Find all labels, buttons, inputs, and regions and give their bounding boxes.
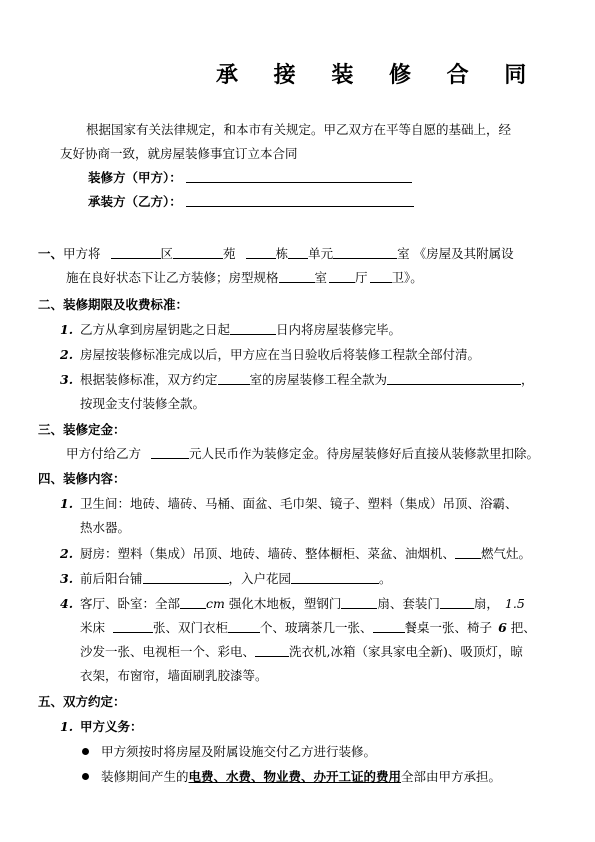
s1-text: 甲方将	[63, 246, 101, 261]
s2-text: 房屋按装修标准完成以后，甲方应在当日验收后将装修工程款全部付清。	[80, 347, 481, 362]
s2-item-3	[60, 370, 534, 388]
halls-blank[interactable]	[329, 270, 355, 283]
washer-blank[interactable]	[255, 644, 289, 657]
s4-text: 扇，	[473, 596, 499, 611]
s1-text: 厅	[355, 270, 368, 285]
s4-text: 。	[379, 571, 392, 586]
bed-blank[interactable]	[113, 620, 153, 633]
s4-text: 厨房：塑料（集成）吊顶、地砖、墙砖、整体橱柜、菜盆、油烟机、	[80, 546, 456, 561]
s2-text: 根据装修标准，双方约定	[80, 372, 218, 387]
section-4-heading: 四、装修内容：	[38, 471, 126, 486]
s4-item-1	[60, 494, 518, 512]
s2-item-3-line-2: 按现金支付装修全款。	[80, 396, 206, 411]
party-a-blank[interactable]	[186, 170, 412, 183]
rooms-blank[interactable]	[279, 270, 315, 283]
s1-text: 苑	[223, 246, 236, 261]
s5-subheading	[60, 717, 143, 735]
item-number: 4.	[60, 596, 74, 611]
s4-text: 餐桌一张、椅子	[404, 620, 493, 635]
party-a-text: 装修方（甲方）：	[88, 170, 182, 185]
s2-text: 日内将房屋装修完毕。	[276, 322, 402, 337]
s4-text: 客厅、卧室：全部	[80, 596, 181, 611]
section-3-heading: 三、装修定金：	[38, 422, 126, 437]
page-title: 承 接 装 修 合 同	[216, 63, 541, 88]
item-number: 3.	[60, 372, 74, 387]
s3-text: 甲方付给乙方	[66, 446, 142, 461]
s4-text: 卫生间：地砖、墙砖、马桶、面盆、毛巾架、镜子、塑料（集成）吊顶、浴霸、	[80, 496, 518, 511]
deposit-blank[interactable]	[151, 446, 189, 459]
s4-text: 洗衣机,冰箱（家具家电全新)、吸顶灯，晾	[289, 644, 523, 659]
section-5-heading: 五、双方约定：	[38, 694, 126, 709]
s4-text: 个、玻璃茶几一张、	[260, 620, 373, 635]
dining-table-blank[interactable]	[373, 620, 405, 633]
party-b-blank[interactable]	[186, 194, 414, 207]
floor-cm-blank[interactable]	[180, 596, 206, 609]
unit-blank[interactable]	[288, 246, 308, 259]
baths-blank[interactable]	[370, 270, 392, 283]
s4-item-4	[60, 594, 525, 612]
room-blank[interactable]	[333, 246, 397, 259]
item-number: 3.	[60, 571, 74, 586]
room-number-blank[interactable]	[218, 372, 250, 385]
total-amount-blank[interactable]	[387, 372, 521, 385]
s1-text: 栋	[275, 246, 289, 261]
section-1-line-1	[38, 244, 514, 262]
district-blank[interactable]	[111, 246, 161, 259]
s1-text: 室 《房屋及其附属设	[397, 246, 514, 261]
s4-text: 扇、套装门	[377, 596, 440, 611]
s1-text: 单元	[308, 246, 334, 261]
s4-text: 张、双门衣柜	[153, 620, 229, 635]
s2-text: ，	[521, 372, 534, 387]
s5-subheading-text: 甲方义务：	[80, 719, 143, 734]
section-1-line-2	[66, 268, 423, 286]
s4-text: 6	[498, 620, 507, 635]
s5-text: 装修期间产生的	[101, 769, 189, 784]
garden-blank[interactable]	[173, 246, 223, 259]
s2-text: 室的房屋装修工程全款为	[249, 372, 388, 387]
intro-line-1: 根据国家有关法律规定，和本市有关规定。甲乙双方在平等自愿的基础上，经	[86, 122, 512, 137]
section-1-heading: 一、	[38, 246, 64, 261]
s4-item-1-line-2: 热水器。	[80, 520, 131, 535]
s5-emphasis-text: 电费、水费、物业费、办开工证的费用	[188, 769, 402, 784]
garden-entry-blank[interactable]	[291, 571, 379, 584]
party-b-label	[88, 192, 414, 210]
section-2-heading: 二、装修期限及收费标准：	[38, 297, 189, 312]
s5-text: 全部由甲方承担。	[401, 769, 502, 784]
s4-text: 前后阳台铺	[80, 571, 143, 586]
s1-text: 卫》。	[391, 270, 423, 285]
s4-text: 沙发一张、电视柜一个、彩电、	[80, 644, 256, 659]
item-number: 2.	[60, 546, 74, 561]
party-b-text: 承装方（乙方）：	[88, 194, 182, 209]
item-number: 1.	[60, 719, 74, 734]
s2-item-2	[60, 345, 480, 363]
s2-item-1	[60, 320, 401, 338]
bullet-icon	[82, 748, 89, 755]
s4-text: 燃气灶。	[481, 546, 532, 561]
s5-bullet-1	[82, 742, 376, 760]
s4-text: cm	[206, 596, 225, 611]
s1-text: 区	[160, 246, 174, 261]
s4-item-4-line-3	[80, 642, 523, 660]
s4-text: 1.5	[504, 596, 525, 611]
item-number: 1.	[60, 496, 74, 511]
steel-door-blank[interactable]	[341, 596, 377, 609]
building-blank[interactable]	[246, 246, 276, 259]
s4-item-4-line-2	[80, 618, 536, 636]
gas-stove-blank[interactable]	[455, 546, 481, 559]
s4-item-4-line-4: 衣架，布窗帘，墙面刷乳胶漆等。	[80, 668, 268, 683]
s4-item-3	[60, 569, 392, 587]
s4-text: 强化木地板，塑钢门	[224, 596, 342, 611]
suite-door-blank[interactable]	[440, 596, 474, 609]
item-number: 2.	[60, 347, 74, 362]
balcony-blank[interactable]	[143, 571, 229, 584]
intro-line-2: 友好协商一致，就房屋装修事宜订立本合同	[60, 146, 298, 161]
s3-line	[66, 444, 539, 462]
s4-text: 把、	[506, 620, 536, 635]
s5-bullet-2	[82, 767, 501, 785]
s2-text: 乙方从拿到房屋钥匙之日起	[80, 322, 231, 337]
item-number: 1.	[60, 322, 74, 337]
s5-text: 甲方须按时将房屋及附属设施交付乙方进行装修。	[101, 744, 377, 759]
s3-text: 元人民币作为装修定金。待房屋装修好后直接从装修款里扣除。	[189, 446, 540, 461]
s1-text: 施在良好状态下让乙方装修；房型规格	[66, 270, 279, 285]
days-blank[interactable]	[230, 322, 276, 335]
wardrobe-blank[interactable]	[228, 620, 260, 633]
s1-text: 室	[314, 270, 328, 285]
s4-item-2	[60, 544, 531, 562]
s4-text: ，入户花园	[228, 571, 292, 586]
s4-text: 米床	[80, 620, 106, 635]
bullet-icon	[82, 773, 89, 780]
party-a-label	[88, 168, 412, 186]
